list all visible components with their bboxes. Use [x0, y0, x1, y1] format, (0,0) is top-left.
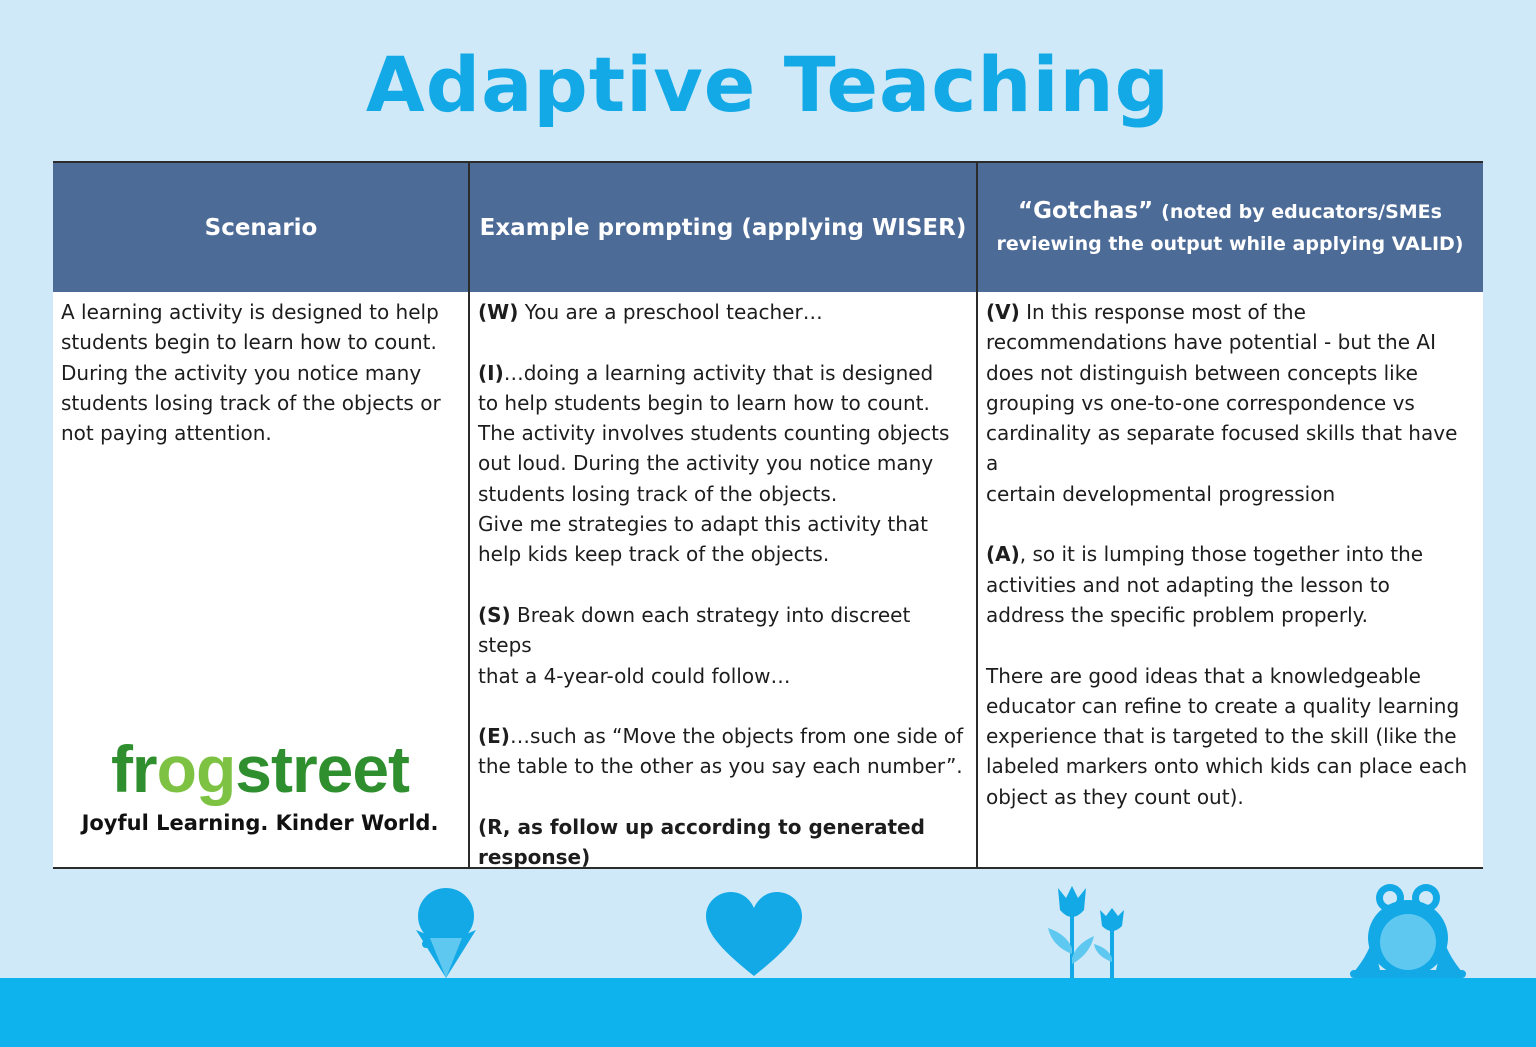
gotcha-line: recommendations have potential - but the AI	[986, 330, 1436, 355]
prompt-e: (E)…such as “Move the objects from one side of	[478, 724, 964, 749]
frog-icon	[1350, 882, 1466, 978]
scenario-cell	[53, 292, 468, 869]
prompt-i: (I)…doing a learning activity that is designed	[478, 360, 934, 385]
prompt-line: The activity involves students counting objects	[478, 421, 950, 446]
adaptive-teaching-table	[53, 161, 1483, 869]
header-gotchas-note-2: reviewing the output while applying VALID)	[996, 233, 1464, 255]
scenario-line: During the activity you notice many	[61, 360, 422, 385]
prompt-line: out loud. During the activity you notice many	[478, 451, 934, 476]
gotcha-line: object as they count out).	[986, 784, 1244, 809]
heart-icon	[704, 890, 804, 978]
gotcha-line: experience that is targeted to the skill (like the	[986, 724, 1457, 749]
gotcha-line: labeled markers onto which kids can place each	[986, 754, 1468, 779]
gotcha-line: activities and not adapting the lesson to	[986, 572, 1390, 597]
ground-band	[0, 978, 1536, 1047]
header-scenario: Scenario	[204, 214, 318, 241]
table-header	[53, 163, 1483, 292]
gotcha-line: There are good ideas that a knowledgeable	[986, 663, 1421, 688]
prompt-line: to help students begin to learn how to count.	[478, 390, 930, 415]
header-gotchas-note-1: (noted by educators/SMEs	[1161, 201, 1442, 223]
scenario-line: A learning activity is designed to help	[61, 300, 439, 324]
tulips-icon	[1046, 884, 1132, 980]
scenario-line: students losing track of the objects or	[61, 390, 441, 415]
header-example-prompting: Example prompting (applying WISER)	[479, 214, 967, 241]
logo-wordmark: frogstreet	[110, 732, 410, 806]
gotcha-line: does not distinguish between concepts like	[986, 360, 1418, 385]
gotcha-line: educator can refine to create a quality learning	[986, 693, 1460, 718]
frogstreet-logo	[75, 734, 445, 838]
scenario-line: not paying attention.	[61, 421, 272, 446]
prompting-cell	[470, 292, 976, 869]
gotcha-a: (A), so it is lumping those together into the	[986, 542, 1424, 567]
prompt-r-cont: response)	[478, 845, 591, 870]
prompt-line: help kids keep track of the objects.	[478, 542, 830, 567]
scenario-line: students begin to learn how to count.	[61, 330, 437, 355]
prompt-r: (R, as follow up according to generated	[478, 815, 925, 840]
gotcha-line: certain developmental progression	[986, 481, 1336, 506]
gotchas-cell	[978, 292, 1483, 869]
gotcha-v: (V) In this response most of the	[986, 300, 1306, 324]
header-gotchas-title: “Gotchas”	[1018, 198, 1154, 224]
prompt-line: the table to the other as you say each number”.	[478, 754, 963, 779]
prompt-line: students losing track of the objects.	[478, 481, 838, 506]
logo-tagline: Joyful Learning. Kinder World.	[81, 811, 439, 835]
ice-cream-icon	[410, 888, 482, 980]
moon-icon	[88, 884, 188, 980]
prompt-s: (S) Break down each strategy into discreet steps	[478, 602, 911, 658]
prompt-w: (W) You are a preschool teacher…	[478, 300, 823, 324]
gotcha-line: address the specific problem properly.	[986, 602, 1368, 627]
prompt-line: that a 4-year-old could follow…	[478, 663, 791, 688]
header-gotchas	[977, 163, 1483, 292]
page-title: Adaptive Teaching	[365, 40, 1171, 129]
gotcha-line: cardinality as separate focused skills that have a	[986, 421, 1458, 476]
prompt-line: Give me strategies to adapt this activity that	[478, 512, 928, 537]
gotcha-line: grouping vs one-to-one correspondence vs	[986, 390, 1415, 415]
